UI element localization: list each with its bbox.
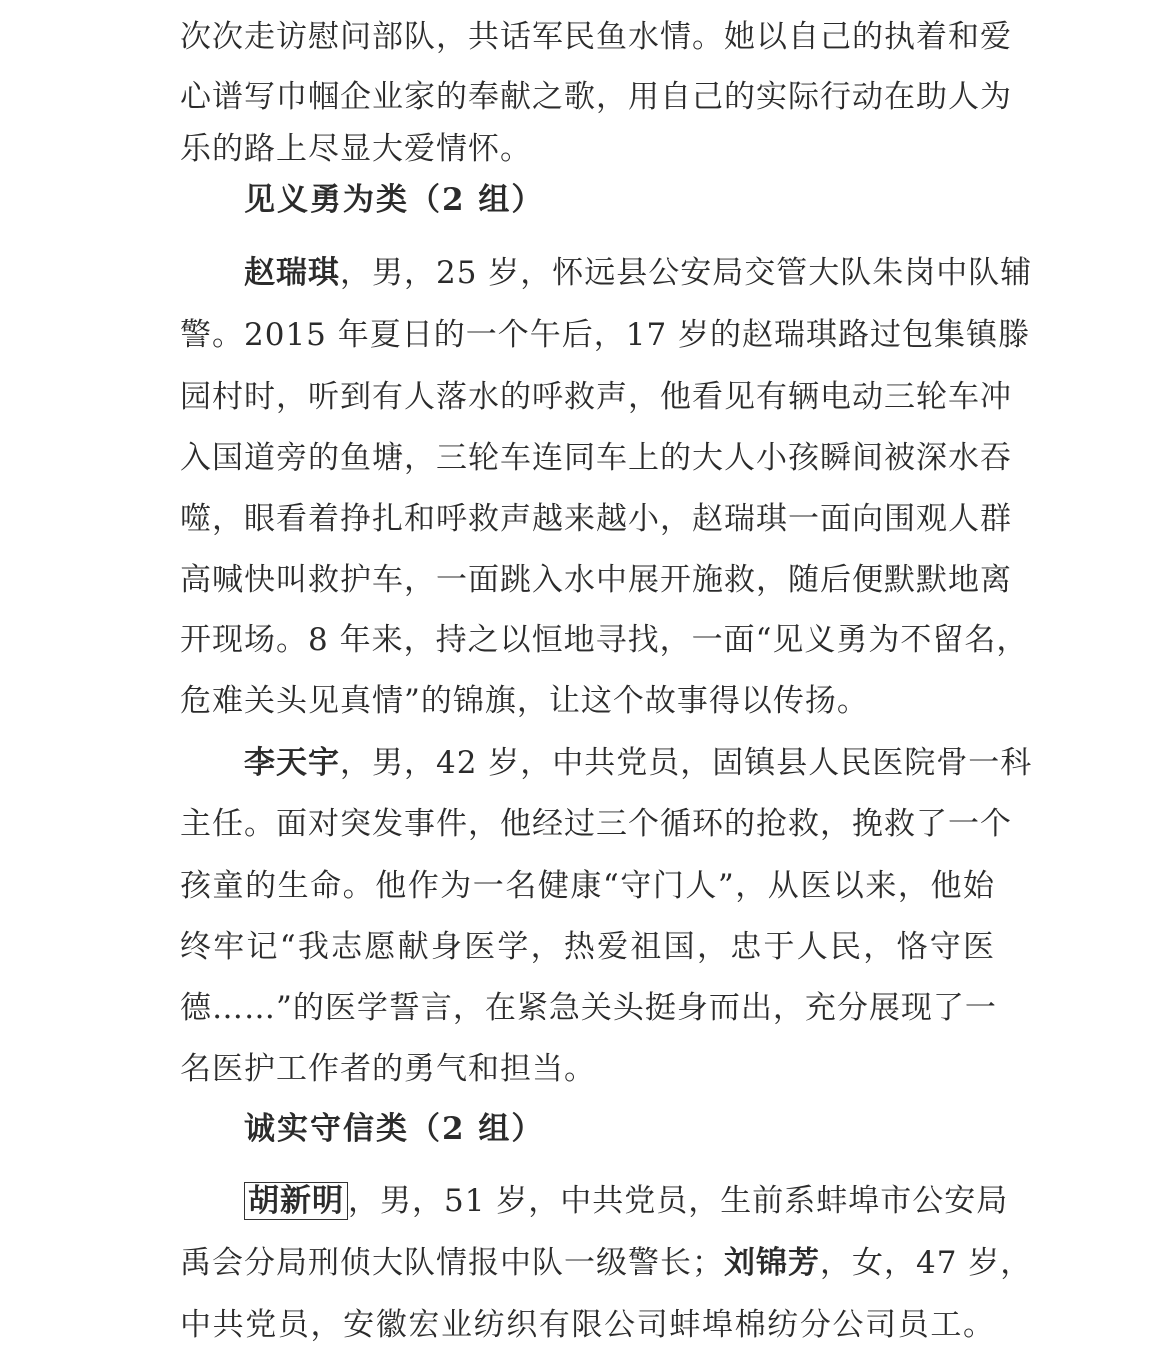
hu-line-2-text: 禹会分局刑侦大队情报中队一级警长；: [180, 1245, 724, 1281]
zhao-first-line: [244, 253, 1033, 293]
section-heading-brave: 见义勇为类（2 组）: [244, 182, 545, 218]
zhao-line-2: 警。2015 年夏日的一个午后，17 岁的赵瑞琪路过包集镇滕: [180, 317, 1031, 353]
person-name-li: 李天宇: [244, 745, 340, 781]
li-line-2: 主任。面对突发事件，他经过三个循环的抢救，挽救了一个: [180, 806, 1012, 842]
li-first-line: [244, 743, 1033, 783]
hu-line-3: 中共党员，安徽宏业纺织有限公司蚌埠棉纺分公司员工。: [180, 1307, 995, 1343]
hu-first-line-text: ，男，51 岁，中共党员，生前系蚌埠市公安局: [348, 1183, 1009, 1219]
person-name-hu-boxed: 胡新明: [244, 1182, 348, 1220]
li-line-5: 德……”的医学誓言，在紧急关头挺身而出，充分展现了一: [180, 990, 997, 1026]
prev-paragraph-line-3: 乐的路上尽显大爱情怀。: [180, 131, 532, 167]
zhao-line-7: 开现场。8 年来，持之以恒地寻找，一面“见义勇为不留名，: [180, 622, 1029, 658]
zhao-first-line-text: ，男，25 岁，怀远县公安局交管大队朱岗中队辅: [340, 255, 1033, 291]
li-line-4: 终牢记“我志愿献身医学，热爱祖国，忠于人民，恪守医: [180, 929, 995, 965]
hu-first-line: [244, 1181, 1009, 1221]
hu-line-2-tail: ，女，47 岁，: [820, 1245, 1033, 1281]
zhao-line-5: 噬，眼看着挣扎和呼救声越来越小，赵瑞琪一面向围观人群: [180, 501, 1012, 537]
li-line-6: 名医护工作者的勇气和担当。: [180, 1051, 596, 1087]
li-line-3: 孩童的生命。他作为一名健康“守门人”，从医以来，他始: [180, 868, 995, 904]
prev-paragraph-line-1: 次次走访慰问部队，共话军民鱼水情。她以自己的执着和爱: [180, 19, 1012, 55]
person-name-liu: 刘锦芳: [724, 1245, 820, 1281]
section-heading-honest: 诚实守信类（2 组）: [244, 1111, 545, 1147]
person-name-zhao: 赵瑞琪: [244, 255, 340, 291]
zhao-line-4: 入国道旁的鱼塘，三轮车连同车上的大人小孩瞬间被深水吞: [180, 440, 1012, 476]
prev-paragraph-line-2: 心谱写巾帼企业家的奉献之歌，用自己的实际行动在助人为: [180, 79, 1012, 115]
zhao-line-3: 园村时，听到有人落水的呼救声，他看见有辆电动三轮车冲: [180, 379, 1012, 415]
hu-line-2: [180, 1243, 1033, 1283]
li-first-line-text: ，男，42 岁，中共党员，固镇县人民医院骨一科: [340, 745, 1033, 781]
zhao-line-8: 危难关头见真情”的锦旗，让这个故事得以传扬。: [180, 683, 869, 719]
zhao-line-6: 高喊快叫救护车，一面跳入水中展开施救，随后便默默地离: [180, 562, 1012, 598]
